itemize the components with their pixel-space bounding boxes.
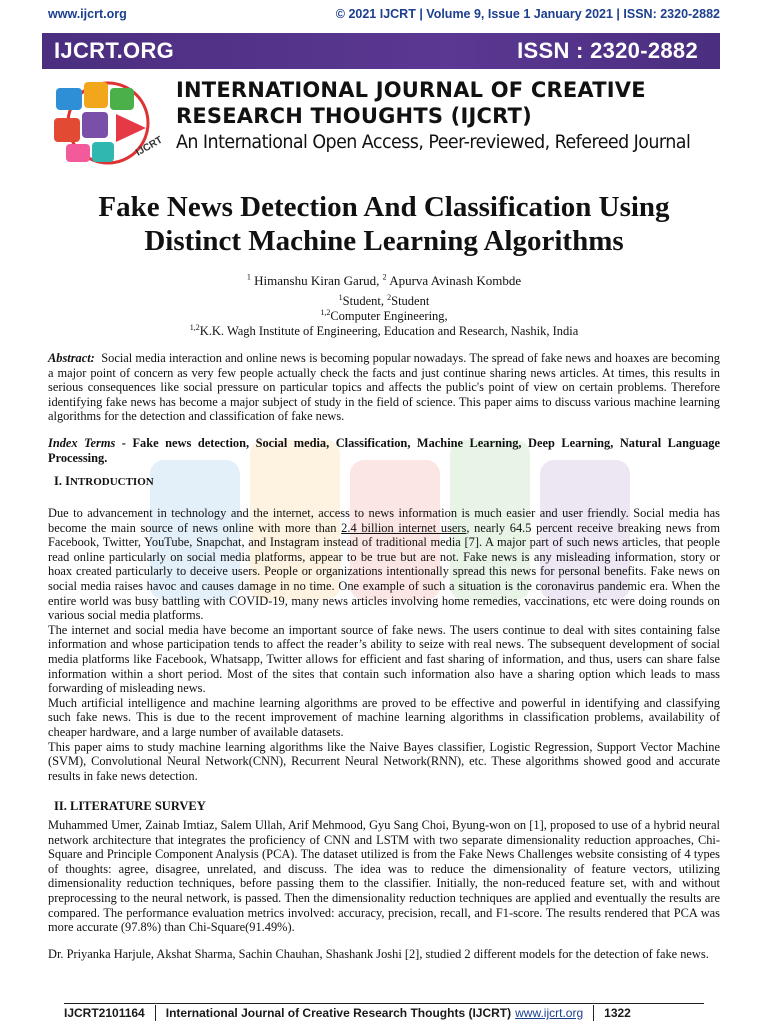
banner-issn: ISSN : 2320-2882	[517, 38, 698, 63]
author-institution: $^{1,2}$K.K. Wagh Institute of Engineering, Education and Research, Nashik, India	[189, 322, 579, 338]
paper-id: IJCRT2101164	[64, 1006, 145, 1020]
author-roles: $^1$Student, $^2$Student	[338, 292, 430, 308]
index-terms: Index Terms - Fake news detection, Social media, Classification, Machine Learning, Deep Learning, Natural Language Processing.	[48, 436, 720, 465]
page-number: 1322	[604, 1006, 631, 1020]
journal-banner	[42, 33, 720, 69]
literature-body: Muhammed Umer, Zainab Imtiaz, Salem Ullah, Arif Mehmood, Gyu Sang Choi, Byung-won on [1], proposed to use of a hybrid neural network architecture that integrates the proficiency of CNN and LSTM with two separate dimensionality reduction approaches, Chi-Square and Principle Component Analysis (PCA). The dataset utilized is from the Fake News Challenges website consisting of 4 types of thoughts: agree, disagree, unrelated, and discuss. The idea was to reduce the dimensionality of feature vectors, utilizing dimensionality reduction techniques, before passing them to the classifier. Initially, the non-reduced feature set, with and without preprocessing to the neural network, is passed. Then the dimensionality reduction techniques are applied and eventually the results are compared. The performance evaluation metrics involved: accuracy, precision, recall, and F1-score. The results rendered that PCA was more accurate (97.8%) than Chi-Square(91.49%). Dr. Priyanka Harjule, Akshat Sharma, Sachin Chauhan, Shashank Joshi [2], studied 2 different models for the detection of fake news.	[48, 818, 720, 961]
section-heading-literature: II. LITERATURE SURVEY	[54, 799, 206, 813]
site-url[interactable]: www.ijcrt.org	[48, 7, 127, 21]
author-department: $^{1,2}$Computer Engineering,	[320, 307, 448, 323]
abstract: Abstract: Social media interaction and online news is becoming popular nowadays. The spread of fake news and hoaxes are becoming a major point of concern as very few people actually check the facts and just continue sharing news articles. At times, this results in serious consequences like social pressure on particular topics and affects the public's point of view on certain problems. Therefore identifying fake news has become a major subject of study in the field of science. This paper aims to discuss various machine learning algorithms for the detection and classification of fake news.	[48, 351, 721, 424]
author-line: $^1$ Himanshu Kiran Garud, $^2$ Apurva Avinash Kombde	[246, 272, 522, 288]
svg-text:IJCRT: IJCRT	[134, 134, 165, 159]
stat-link[interactable]: 2.4 billion internet users	[341, 520, 467, 535]
journal-title-line1: INTERNATIONAL JOURNAL OF CREATIVE	[176, 78, 646, 102]
footer-url[interactable]: www.ijcrt.org	[515, 1006, 584, 1020]
page-footer	[64, 1004, 704, 1022]
ijcrt-logo-icon	[46, 78, 170, 168]
footer-journal: International Journal of Creative Research Thoughts (IJCRT)	[165, 1006, 512, 1020]
section-heading-introduction: I. INTRODUCTION	[54, 474, 154, 488]
issue-info: © 2021 IJCRT | Volume 9, Issue 1 January 2021 | ISSN: 2320-2882	[335, 7, 720, 21]
paper-title: Fake News Detection And Classification Using Distinct Machine Learning Algorithms	[98, 191, 670, 257]
journal-title-line2: RESEARCH THOUGHTS (IJCRT)	[176, 104, 532, 128]
introduction-body: Due to advancement in technology and the internet, access to news information is much easier and user friendly. Social media has become the main source of news online with more than 2.4 billion internet users, nearly 64.5 percent receive breaking news from Facebook, Twitter, YouTube, Snapchat, and Instagram instead of traditional media [7]. A major part of such news articles, that people read online particularly on social media platforms, appear to be true but are not. Fake news is any misleading information, story or hoax created particularly to deceive users. People or organizations intentionally spread this news for personal benefits. Fake news on social media raises havoc and causes damage in no time. One example of such a situation is the coronavirus pandemic era. When the entire world was busy battling with COVID-19, many news articles involving home remedies, vaccinations, etc were doing rounds on various social media platforms. The internet and social media have become an important source of fake news. The users continue to deal with sites containing false information and whose participation tends to affect the reader’s ability to seize with real news. The subsequent development of social media platforms like Facebook, Whatsapp, Twitter allows for efficient and fast sharing of information, and thus, users can share false information within a short period. Most of the sites that contain such information also have a sharing option which leads to mass forwarding of misleading news. Much artificial intelligence and machine learning algorithms are proved to be effective and powerful in identifying and classifying such fake news. This is due to the recent improvement of machine learning algorithms in classification problems, availability of cheaper hardware, and a large number of available datasets. This paper aims to study machine learning algorithms like the Naive Bayes classifier, Logistic Regression, Support Vector Machine (SVM), Convolutional Neural Network(CNN), Recurrent Neural Network(RNN), etc. These algorithms showed good and accurate results in fake news detection.	[48, 506, 720, 783]
running-header	[48, 4, 720, 24]
banner-site: IJCRT.ORG	[54, 38, 175, 63]
journal-tagline: An International Open Access, Peer-reviewed, Refereed Journal	[176, 131, 691, 153]
